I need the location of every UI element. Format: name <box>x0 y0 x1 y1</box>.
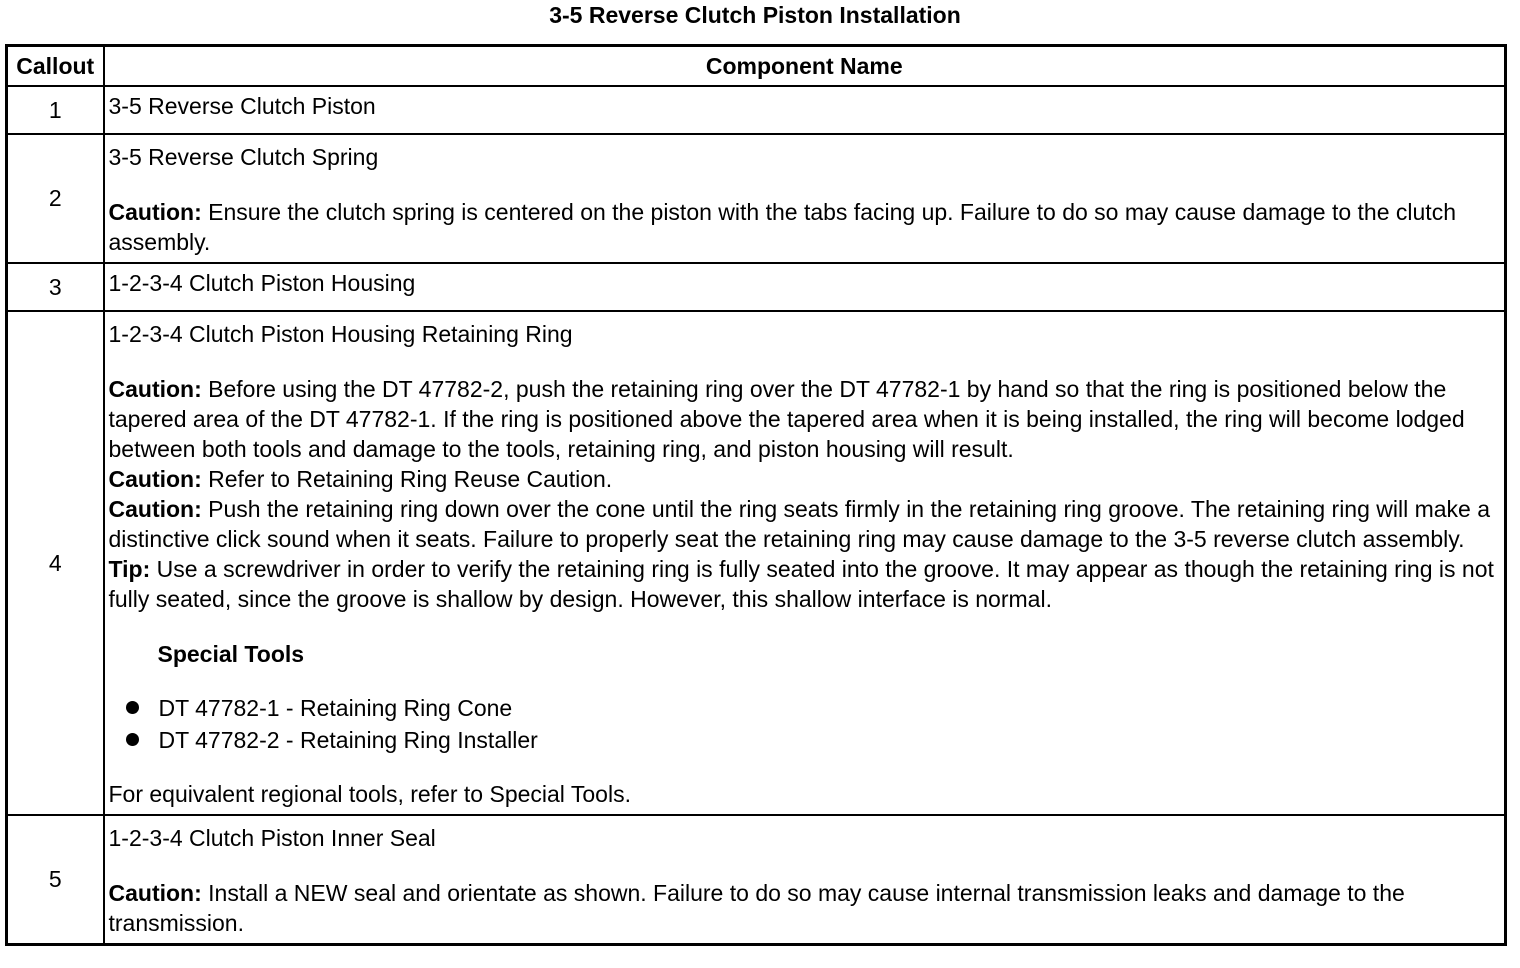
column-header-callout: Callout <box>7 46 104 87</box>
bullet-icon <box>126 733 139 746</box>
callout-number: 4 <box>7 311 104 815</box>
bullet-icon <box>126 701 139 714</box>
tip-label: Tip: <box>108 556 151 582</box>
component-name: 1-2-3-4 Clutch Piston Housing <box>104 263 1506 311</box>
special-tools-heading: Special Tools <box>157 641 305 667</box>
caution-text: Before using the DT 47782-2, push the retaining ring over the DT 47782-1 by hand so that the ring is positioned below the tapered area of the DT 47782-1. If the ring is positioned above the tapered area when it is being installed, the ring will become lodged between both tools and damage to the tools, retaining ring, and piston housing will result. <box>108 376 1465 462</box>
component-name: 3-5 Reverse Clutch Spring <box>108 144 379 170</box>
table-row <box>7 86 1506 134</box>
component-cell <box>104 815 1506 945</box>
component-name: 1-2-3-4 Clutch Piston Inner Seal <box>108 825 436 851</box>
component-name: 1-2-3-4 Clutch Piston Housing Retaining Ring <box>108 321 573 347</box>
caution-note <box>109 878 1501 938</box>
list-item <box>109 692 1501 724</box>
table-header-row <box>7 46 1506 87</box>
caution-text: Push the retaining ring down over the cone until the ring seats firmly in the retaining ring groove. The retaining ring will make a distinctive click sound when it seats. Failure to properly seat the retaining ring may cause damage to the 3-5 reverse clutch assembly. <box>108 496 1491 552</box>
caution-label: Caution: <box>108 496 202 522</box>
table-row <box>7 311 1506 815</box>
caution-label: Caution: <box>108 199 202 225</box>
caution-text: Refer to Retaining Ring Reuse Caution. <box>201 466 613 492</box>
caution-text: Ensure the clutch spring is centered on the piston with the tabs facing up. Failure to do so may cause damage to the clutch assembly. <box>108 199 1456 255</box>
caution-text: Install a NEW seal and orientate as shown. Failure to do so may cause internal transmission leaks and damage to the transmission. <box>108 880 1405 936</box>
component-cell <box>104 311 1506 815</box>
callout-number: 2 <box>7 134 104 263</box>
callout-table <box>5 44 1507 946</box>
table-row <box>7 815 1506 945</box>
special-tool-label: DT 47782-1 - Retaining Ring Cone <box>158 695 513 721</box>
callout-number: 5 <box>7 815 104 945</box>
caution-note <box>109 374 1501 464</box>
special-tool-label: DT 47782-2 - Retaining Ring Installer <box>158 727 538 753</box>
component-cell <box>104 134 1506 263</box>
callout-number: 1 <box>7 86 104 134</box>
tip-text: Use a screwdriver in order to verify the retaining ring is fully seated into the groove. It may appear as though the retaining ring is not fully seated, since the groove is shallow by design. However, this shallow interface is normal. <box>108 556 1494 612</box>
caution-note <box>109 494 1501 554</box>
caution-label: Caution: <box>108 376 202 402</box>
special-tools-list <box>109 692 1501 756</box>
table-row <box>7 263 1506 311</box>
list-item <box>109 724 1501 756</box>
component-name: 3-5 Reverse Clutch Piston <box>104 86 1506 134</box>
caution-label: Caution: <box>108 466 202 492</box>
caution-label: Caution: <box>108 880 202 906</box>
column-header-component-name: Component Name <box>104 46 1506 87</box>
table-row <box>7 134 1506 263</box>
caution-note <box>109 197 1501 257</box>
callout-number: 3 <box>7 263 104 311</box>
caution-note <box>109 464 1501 494</box>
regional-tools-note: For equivalent regional tools, refer to Special Tools. <box>108 781 631 807</box>
page-title: 3-5 Reverse Clutch Piston Installation <box>549 2 961 28</box>
tip-note <box>109 554 1501 614</box>
